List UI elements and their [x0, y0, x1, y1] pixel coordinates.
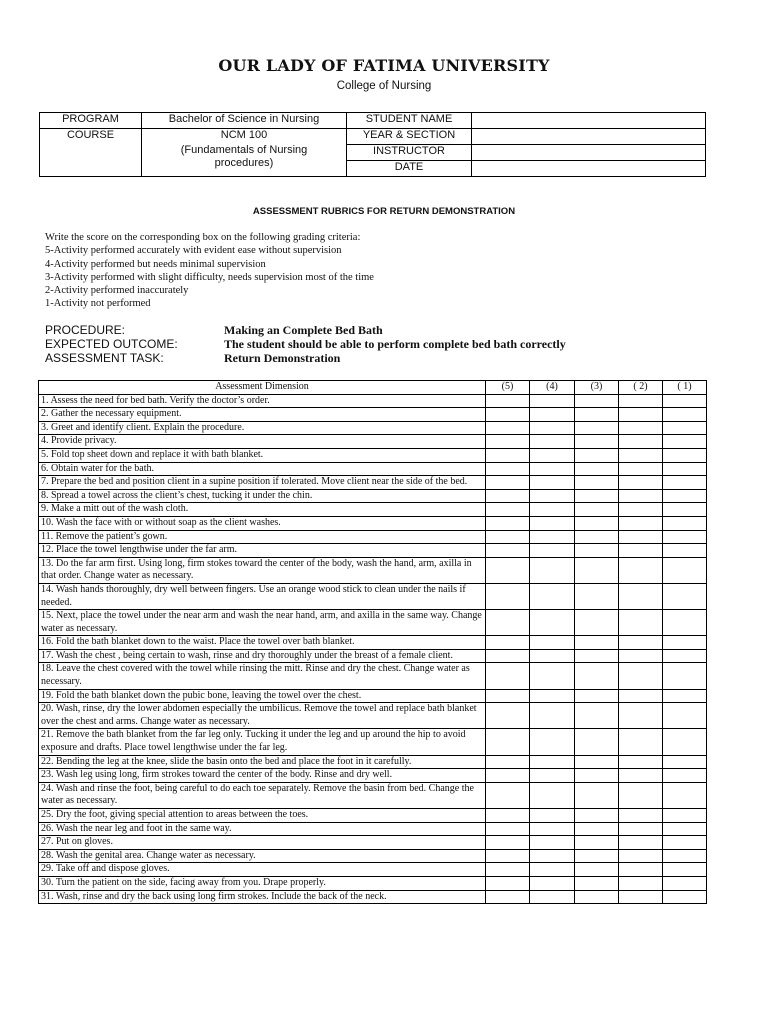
score-cell[interactable] — [619, 876, 663, 890]
score-cell[interactable] — [663, 863, 707, 877]
score-cell[interactable] — [619, 516, 663, 530]
table-row — [39, 836, 707, 850]
score-cell[interactable] — [530, 557, 575, 583]
score-cell[interactable] — [486, 530, 530, 544]
score-cell[interactable] — [619, 583, 663, 609]
score-cell[interactable] — [486, 663, 530, 689]
assessment-step: 1. Assess the need for bed bath. Verify the doctor’s order. — [39, 394, 486, 408]
score-cell[interactable] — [486, 649, 530, 663]
table-row — [39, 448, 707, 462]
course-label: COURSE — [40, 129, 142, 177]
date-label: DATE — [347, 161, 472, 177]
score-cell[interactable] — [663, 755, 707, 769]
score-cell[interactable] — [619, 769, 663, 783]
score-cell[interactable] — [530, 863, 575, 877]
score-cell[interactable] — [486, 809, 530, 823]
criteria-line: 4-Activity performed but needs minimal supervision — [45, 258, 266, 270]
assessment-step: 12. Place the towel lengthwise under the far arm. — [39, 544, 486, 558]
score-cell[interactable] — [619, 755, 663, 769]
score-cell[interactable] — [530, 755, 575, 769]
score-cell[interactable] — [486, 394, 530, 408]
grading-criteria — [45, 231, 374, 311]
score-cell[interactable] — [530, 489, 575, 503]
table-row — [39, 769, 707, 783]
assessment-step: 3. Greet and identify client. Explain the procedure. — [39, 421, 486, 435]
score-cell[interactable] — [530, 769, 575, 783]
score-cell[interactable] — [530, 782, 575, 808]
score-cell[interactable] — [663, 876, 707, 890]
score-cell[interactable] — [663, 530, 707, 544]
score-cell[interactable] — [486, 476, 530, 490]
score-cell[interactable] — [575, 557, 619, 583]
score-cell[interactable] — [486, 849, 530, 863]
table-row — [39, 435, 707, 449]
score-cell[interactable] — [486, 863, 530, 877]
score-cell[interactable] — [575, 394, 619, 408]
student-name-label: STUDENT NAME — [347, 113, 472, 129]
score-cell[interactable] — [575, 729, 619, 755]
score-cell[interactable] — [530, 849, 575, 863]
score-cell[interactable] — [663, 557, 707, 583]
score-cell[interactable] — [575, 755, 619, 769]
score-cell[interactable] — [530, 649, 575, 663]
program-value: Bachelor of Science in Nursing — [142, 113, 347, 129]
score-cell[interactable] — [530, 462, 575, 476]
score-cell[interactable] — [530, 809, 575, 823]
score-cell[interactable] — [619, 462, 663, 476]
score-cell[interactable] — [486, 544, 530, 558]
score-cell[interactable] — [619, 863, 663, 877]
score-cell[interactable] — [575, 849, 619, 863]
score-cell[interactable] — [530, 408, 575, 422]
table-row — [39, 703, 707, 729]
score-cell[interactable] — [486, 876, 530, 890]
table-row — [39, 663, 707, 689]
assessment-step: 21. Remove the bath blanket from the far leg only. Tucking it under the leg and up around the hip to avoid exposure and drafts. Place towel lengthwise under the far leg. — [39, 729, 486, 755]
table-row — [39, 689, 707, 703]
table-row — [39, 890, 707, 904]
rubric-table — [38, 380, 707, 904]
score-cell[interactable] — [663, 394, 707, 408]
score-cell[interactable] — [619, 729, 663, 755]
score-cell[interactable] — [663, 610, 707, 636]
score-cell[interactable] — [663, 421, 707, 435]
score-header-1: ( 1) — [663, 381, 707, 395]
score-cell[interactable] — [530, 476, 575, 490]
score-cell[interactable] — [530, 636, 575, 650]
score-cell[interactable] — [530, 610, 575, 636]
score-cell[interactable] — [619, 421, 663, 435]
score-header-4: (4) — [530, 381, 575, 395]
procedure-value: Making an Complete Bed Bath — [224, 323, 383, 337]
score-cell[interactable] — [486, 435, 530, 449]
assessment-step: 5. Fold top sheet down and replace it with bath blanket. — [39, 448, 486, 462]
expected-outcome-value: The student should be able to perform complete bed bath correctly — [224, 337, 566, 351]
table-row — [39, 394, 707, 408]
score-cell[interactable] — [575, 876, 619, 890]
instructor-field[interactable] — [472, 145, 706, 161]
score-cell[interactable] — [619, 435, 663, 449]
score-cell[interactable] — [575, 663, 619, 689]
score-cell[interactable] — [530, 448, 575, 462]
score-cell[interactable] — [486, 782, 530, 808]
dimension-header: Assessment Dimension — [39, 381, 486, 395]
score-cell[interactable] — [575, 610, 619, 636]
score-cell[interactable] — [619, 394, 663, 408]
assessment-step: 2. Gather the necessary equipment. — [39, 408, 486, 422]
score-cell[interactable] — [619, 476, 663, 490]
score-cell[interactable] — [575, 503, 619, 517]
score-cell[interactable] — [530, 516, 575, 530]
score-cell[interactable] — [575, 462, 619, 476]
program-label: PROGRAM — [40, 113, 142, 129]
score-cell[interactable] — [619, 782, 663, 808]
score-cell[interactable] — [575, 769, 619, 783]
score-cell[interactable] — [575, 476, 619, 490]
score-cell[interactable] — [663, 729, 707, 755]
score-cell[interactable] — [619, 649, 663, 663]
criteria-line: Write the score on the corresponding box on the following grading criteria: — [45, 232, 361, 243]
college-name: College of Nursing — [336, 80, 432, 92]
table-row — [39, 822, 707, 836]
procedure-label: PROCEDURE: — [45, 323, 126, 337]
score-cell[interactable] — [486, 557, 530, 583]
score-cell[interactable] — [619, 610, 663, 636]
year-section-field[interactable] — [472, 129, 706, 145]
score-cell[interactable] — [530, 729, 575, 755]
score-cell[interactable] — [663, 489, 707, 503]
score-cell[interactable] — [486, 462, 530, 476]
score-cell[interactable] — [575, 530, 619, 544]
score-cell[interactable] — [486, 729, 530, 755]
score-header-5: (5) — [486, 381, 530, 395]
score-cell[interactable] — [619, 636, 663, 650]
score-cell[interactable] — [663, 689, 707, 703]
student-info-table — [39, 112, 706, 177]
table-row — [39, 544, 707, 558]
score-cell[interactable] — [663, 809, 707, 823]
score-cell[interactable] — [486, 636, 530, 650]
score-cell[interactable] — [486, 503, 530, 517]
score-cell[interactable] — [663, 836, 707, 850]
assessment-step: 20. Wash, rinse, dry the lower abdomen especially the umbilicus. Remove the towel and replace bath blanket over the chest and arms. Change water as necessary. — [39, 703, 486, 729]
table-row — [39, 476, 707, 490]
score-cell[interactable] — [663, 516, 707, 530]
date-field[interactable] — [472, 161, 706, 177]
table-row — [39, 462, 707, 476]
table-row — [39, 863, 707, 877]
assessment-task-value: Return Demonstration — [224, 351, 341, 365]
course-title: (Fundamentals of Nursing procedures) — [180, 144, 308, 169]
table-row — [39, 583, 707, 609]
score-cell[interactable] — [663, 583, 707, 609]
score-cell[interactable] — [530, 703, 575, 729]
instructor-label: INSTRUCTOR — [347, 145, 472, 161]
score-cell[interactable] — [619, 544, 663, 558]
assessment-step: 30. Turn the patient on the side, facing away from you. Drape properly. — [39, 876, 486, 890]
score-cell[interactable] — [663, 663, 707, 689]
score-cell[interactable] — [619, 663, 663, 689]
score-cell[interactable] — [619, 530, 663, 544]
score-cell[interactable] — [486, 448, 530, 462]
table-row — [39, 809, 707, 823]
score-cell[interactable] — [575, 448, 619, 462]
table-row — [39, 849, 707, 863]
score-cell[interactable] — [575, 822, 619, 836]
assessment-step: 11. Remove the patient’s gown. — [39, 530, 486, 544]
assessment-step: 7. Prepare the bed and position client in a supine position if tolerated. Move client near the side of the bed. — [39, 476, 486, 490]
score-cell[interactable] — [575, 809, 619, 823]
table-row — [39, 489, 707, 503]
criteria-line: 2-Activity performed inaccurately — [45, 285, 189, 297]
table-row — [39, 729, 707, 755]
score-cell[interactable] — [575, 408, 619, 422]
score-cell[interactable] — [575, 435, 619, 449]
score-cell[interactable] — [530, 583, 575, 609]
score-cell[interactable] — [663, 448, 707, 462]
assessment-step: 6. Obtain water for the bath. — [39, 462, 486, 476]
score-cell[interactable] — [575, 836, 619, 850]
table-row — [39, 636, 707, 650]
score-cell[interactable] — [663, 703, 707, 729]
score-cell[interactable] — [619, 836, 663, 850]
score-cell[interactable] — [619, 489, 663, 503]
score-cell[interactable] — [619, 408, 663, 422]
score-cell[interactable] — [530, 890, 575, 904]
score-cell[interactable] — [575, 516, 619, 530]
score-cell[interactable] — [663, 849, 707, 863]
score-cell[interactable] — [575, 863, 619, 877]
score-cell[interactable] — [486, 703, 530, 729]
criteria-line: 1-Activity not performed — [45, 298, 151, 310]
rubric-title: ASSESSMENT RUBRICS FOR RETURN DEMONSTRATION — [252, 206, 516, 217]
score-cell[interactable] — [575, 583, 619, 609]
score-cell[interactable] — [575, 544, 619, 558]
table-row — [39, 516, 707, 530]
score-cell[interactable] — [575, 890, 619, 904]
table-row — [39, 649, 707, 663]
score-cell[interactable] — [486, 822, 530, 836]
score-cell[interactable] — [619, 809, 663, 823]
rubric-header-row — [39, 381, 707, 395]
expected-outcome-label: EXPECTED OUTCOME: — [45, 337, 178, 351]
score-cell[interactable] — [530, 503, 575, 517]
score-cell[interactable] — [486, 689, 530, 703]
score-cell[interactable] — [663, 462, 707, 476]
assessment-step: 19. Fold the bath blanket down the pubic bone, leaving the towel over the chest. — [39, 689, 486, 703]
table-row — [39, 876, 707, 890]
table-row — [39, 530, 707, 544]
assessment-step: 18. Leave the chest covered with the towel while rinsing the mitt. Rinse and dry the chest. Change water as necessary. — [39, 663, 486, 689]
university-title: OUR LADY OF FATIMA UNIVERSITY — [218, 56, 550, 75]
score-cell[interactable] — [530, 394, 575, 408]
score-header-2: ( 2) — [619, 381, 663, 395]
assessment-step: 13. Do the far arm first. Using long, firm stokes toward the center of the body, wash the hand, arm, axilla in that order. Change water as necessary. — [39, 557, 486, 583]
score-cell[interactable] — [486, 755, 530, 769]
score-cell[interactable] — [530, 544, 575, 558]
score-cell[interactable] — [575, 489, 619, 503]
score-cell[interactable] — [530, 836, 575, 850]
assessment-step: 27. Put on gloves. — [39, 836, 486, 850]
table-row — [39, 408, 707, 422]
table-row — [39, 421, 707, 435]
score-cell[interactable] — [530, 822, 575, 836]
assessment-step: 9. Make a mitt out of the wash cloth. — [39, 503, 486, 517]
score-cell[interactable] — [663, 544, 707, 558]
student-name-field[interactable] — [472, 113, 706, 129]
score-cell[interactable] — [663, 822, 707, 836]
assessment-step: 25. Dry the foot, giving special attention to areas between the toes. — [39, 809, 486, 823]
score-cell[interactable] — [575, 421, 619, 435]
assessment-step: 15. Next, place the towel under the near arm and wash the near hand, arm, and axilla in the same way. Change water as necessary. — [39, 610, 486, 636]
score-cell[interactable] — [663, 503, 707, 517]
assessment-step: 14. Wash hands thoroughly, dry well between fingers. Use an orange wood stick to clean under the nails if needed. — [39, 583, 486, 609]
score-cell[interactable] — [486, 421, 530, 435]
assessment-step: 28. Wash the genital area. Change water as necessary. — [39, 849, 486, 863]
table-row — [39, 755, 707, 769]
score-cell[interactable] — [486, 516, 530, 530]
year-section-label: YEAR & SECTION — [347, 129, 472, 145]
score-cell[interactable] — [663, 435, 707, 449]
score-cell[interactable] — [530, 421, 575, 435]
score-cell[interactable] — [575, 703, 619, 729]
score-cell[interactable] — [486, 610, 530, 636]
score-cell[interactable] — [486, 489, 530, 503]
score-cell[interactable] — [663, 782, 707, 808]
assessment-step: 4. Provide privacy. — [39, 435, 486, 449]
score-cell[interactable] — [663, 636, 707, 650]
table-row — [39, 782, 707, 808]
course-code: NCM 100 — [220, 129, 268, 141]
score-cell[interactable] — [486, 408, 530, 422]
assessment-step: 10. Wash the face with or without soap as the client washes. — [39, 516, 486, 530]
score-cell[interactable] — [663, 769, 707, 783]
score-header-3: (3) — [575, 381, 619, 395]
score-cell[interactable] — [530, 435, 575, 449]
assessment-step: 22. Bending the leg at the knee, slide the basin onto the bed and place the foot in it carefully. — [39, 755, 486, 769]
assessment-step: 29. Take off and dispose gloves. — [39, 863, 486, 877]
score-cell[interactable] — [530, 876, 575, 890]
criteria-line: 3-Activity performed with slight difficulty, needs supervision most of the time — [45, 271, 374, 283]
assessment-step: 8. Spread a towel across the client’s chest, tucking it under the chin. — [39, 489, 486, 503]
assessment-task-label: ASSESSMENT TASK: — [45, 351, 164, 365]
score-cell[interactable] — [575, 782, 619, 808]
score-cell[interactable] — [619, 822, 663, 836]
score-cell[interactable] — [663, 890, 707, 904]
score-cell[interactable] — [619, 890, 663, 904]
score-cell[interactable] — [619, 557, 663, 583]
score-cell[interactable] — [663, 649, 707, 663]
assessment-step: 23. Wash leg using long, firm strokes toward the center of the body. Rinse and dry well. — [39, 769, 486, 783]
score-cell[interactable] — [486, 769, 530, 783]
assessment-step: 17. Wash the chest , being certain to wash, rinse and dry thoroughly under the breast of a female client. — [39, 649, 486, 663]
score-cell[interactable] — [619, 703, 663, 729]
assessment-step: 31. Wash, rinse and dry the back using long firm strokes. Include the back of the neck. — [39, 890, 486, 904]
score-cell[interactable] — [530, 689, 575, 703]
score-cell[interactable] — [619, 503, 663, 517]
score-cell[interactable] — [663, 476, 707, 490]
score-cell[interactable] — [486, 583, 530, 609]
score-cell[interactable] — [575, 689, 619, 703]
table-row — [39, 610, 707, 636]
score-cell[interactable] — [575, 649, 619, 663]
score-cell[interactable] — [530, 530, 575, 544]
score-cell[interactable] — [619, 689, 663, 703]
assessment-step: 26. Wash the near leg and foot in the same way. — [39, 822, 486, 836]
score-cell[interactable] — [486, 890, 530, 904]
score-cell[interactable] — [619, 849, 663, 863]
score-cell[interactable] — [663, 408, 707, 422]
criteria-line: 5-Activity performed accurately with evident ease without supervision — [45, 245, 342, 257]
score-cell[interactable] — [619, 448, 663, 462]
assessment-step: 16. Fold the bath blanket down to the waist. Place the towel over bath blanket. — [39, 636, 486, 650]
assessment-step: 24. Wash and rinse the foot, being careful to do each toe separately. Remove the basin from bed. Change the water as necessary. — [39, 782, 486, 808]
table-row — [39, 557, 707, 583]
score-cell[interactable] — [575, 636, 619, 650]
score-cell[interactable] — [530, 663, 575, 689]
score-cell[interactable] — [486, 836, 530, 850]
table-row — [39, 503, 707, 517]
course-value — [142, 129, 347, 177]
